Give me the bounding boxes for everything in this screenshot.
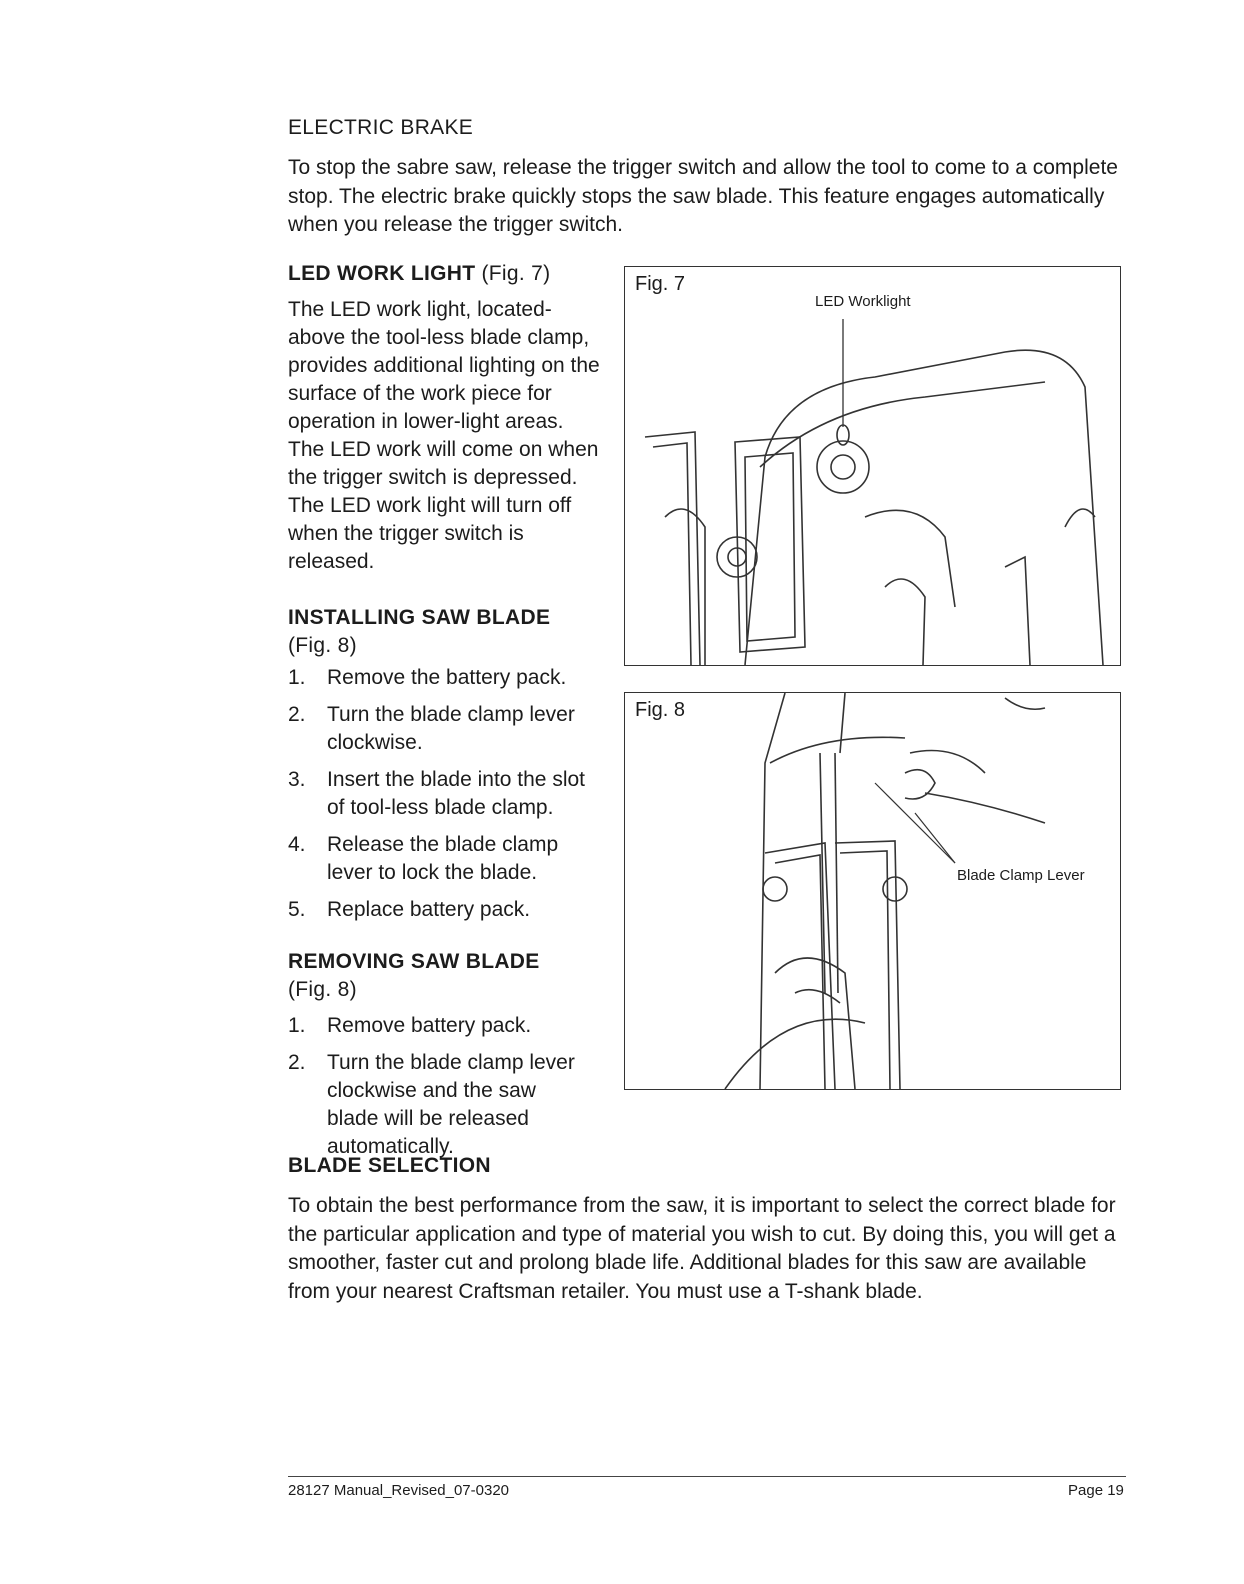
step-number: 5. xyxy=(288,898,306,921)
installing-heading-text: INSTALLING SAW BLADE xyxy=(288,606,551,629)
step-text: Turn the blade clamp lever clockwise and the saw blade will be released automatically. xyxy=(327,1051,575,1158)
list-item xyxy=(288,896,598,924)
step-number: 1. xyxy=(288,666,306,689)
figure-8-label: Fig. 8 xyxy=(635,699,686,721)
installing-heading-fig-ref: (Fig. 8) xyxy=(288,634,357,657)
electric-brake-text: To stop the sabre saw, release the trigger switch and allow the tool to come to a complete stop. The electric brake quickly stops the saw blade. This feature engages automatically when you release the trigger switch. xyxy=(288,156,1118,236)
figure-8 xyxy=(624,692,1121,1090)
led-worklight-callout: LED Worklight xyxy=(815,293,911,310)
figure-7-label: Fig. 7 xyxy=(635,273,686,295)
led-heading-fig-ref: (Fig. 7) xyxy=(481,262,551,285)
step-text: Insert the blade into the slot of tool-less blade clamp. xyxy=(327,768,585,819)
step-text: Remove battery pack. xyxy=(327,1014,532,1037)
led-heading-text: LED WORK LIGHT xyxy=(288,262,476,285)
electric-brake-heading: ELECTRIC BRAKE xyxy=(288,116,474,139)
list-item xyxy=(288,701,598,757)
installing-blade-heading xyxy=(288,604,588,660)
step-text: Remove the battery pack. xyxy=(327,666,567,689)
step-number: 4. xyxy=(288,833,306,856)
step-text: Release the blade clamp lever to lock the blade. xyxy=(327,833,559,884)
figure-7 xyxy=(624,266,1121,666)
list-item xyxy=(288,766,598,822)
blade-selection-text: To obtain the best performance from the saw, it is important to select the correct blade for the particular application and type of material you wish to cut. By doing this, you will get a smoother, faster cut and prolong blade life. Additional blades for this saw are available from your nearest Craftsman retailer. You must use a T-shank blade. xyxy=(288,1194,1116,1303)
footer-page-number: Page 19 xyxy=(1068,1482,1124,1499)
footer-document-id: 28127 Manual_Revised_07-0320 xyxy=(288,1482,510,1499)
removing-heading-fig-ref: (Fig. 8) xyxy=(288,978,357,1001)
step-text: Turn the blade clamp lever clockwise. xyxy=(327,703,575,754)
step-number: 3. xyxy=(288,768,306,791)
removing-blade-heading xyxy=(288,948,588,1004)
blade-clamp-illustration xyxy=(625,693,1120,1089)
list-item xyxy=(288,831,598,887)
led-work-light-text: The LED work light, located-above the tool-less blade clamp, provides additional lighting on the surface of the work piece for operation in lower-light areas. The LED work will come on when the trigger switch is depressed. The LED work light will turn off when the trigger switch is released. xyxy=(288,298,600,573)
led-work-light-heading xyxy=(288,262,550,286)
installing-steps-list xyxy=(288,664,598,933)
saw-led-illustration xyxy=(625,267,1120,665)
removing-heading-text: REMOVING SAW BLADE xyxy=(288,950,540,973)
blade-selection-heading: BLADE SELECTION xyxy=(288,1154,491,1177)
step-number: 1. xyxy=(288,1014,306,1037)
step-text: Replace battery pack. xyxy=(327,898,531,921)
list-item xyxy=(288,664,598,692)
step-number: 2. xyxy=(288,703,306,726)
blade-clamp-lever-callout: Blade Clamp Lever xyxy=(957,867,1085,884)
footer-rule xyxy=(288,1476,1126,1477)
step-number: 2. xyxy=(288,1051,306,1074)
